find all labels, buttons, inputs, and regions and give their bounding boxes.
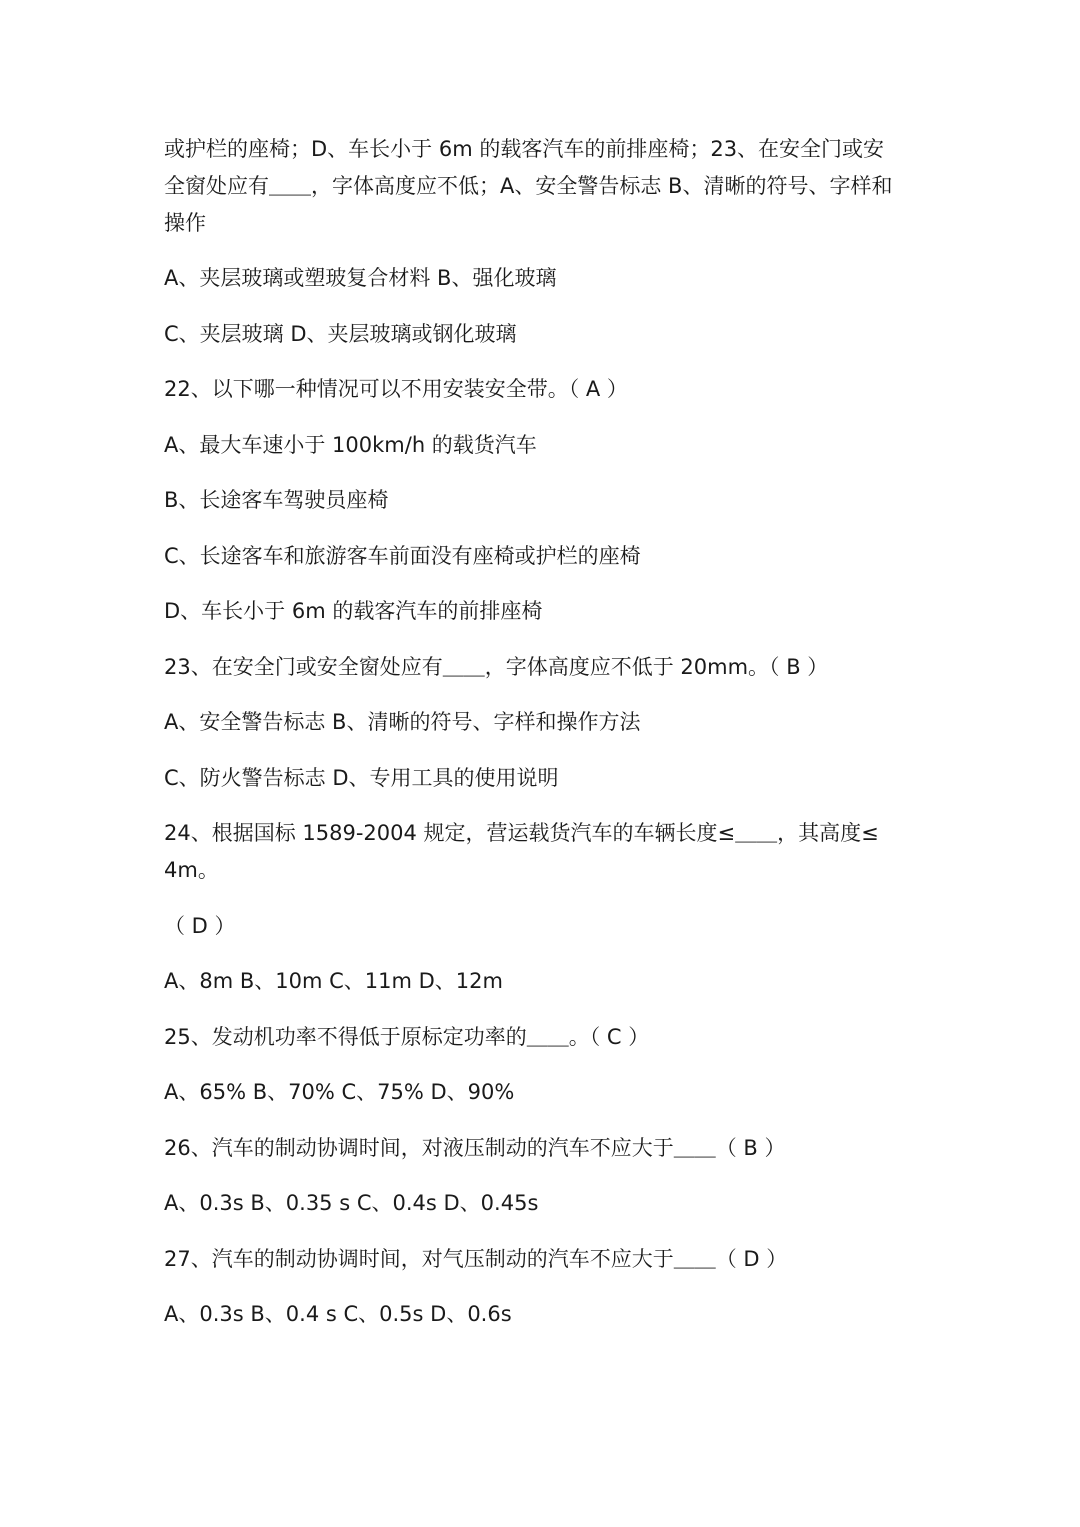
question-26: 26、汽车的制动协调时间，对液压制动的汽车不应大于＿＿（ B ）: [164, 1135, 786, 1160]
option-line: A、65% B、70% C、75% D、90%: [164, 1080, 515, 1104]
option-line: A、0.3s B、0.4 s C、0.5s D、0.6s: [164, 1302, 512, 1326]
answer-line: （ D ）: [164, 913, 236, 938]
option-line: B、长途客车驾驶员座椅: [164, 488, 389, 512]
document-body: [164, 131, 924, 1352]
option-line: A、夹层玻璃或塑玻复合材料 B、强化玻璃: [164, 266, 557, 290]
question-25: 25、发动机功率不得低于原标定功率的＿＿。（ C ）: [164, 1024, 650, 1049]
option-line: C、长途客车和旅游客车前面没有座椅或护栏的座椅: [164, 543, 641, 568]
option-line: A、安全警告标志 B、清晰的符号、字样和操作方法: [164, 710, 641, 734]
question-22: 22、以下哪一种情况可以不用安装安全带。（ A ）: [164, 377, 628, 401]
question-23: 23、在安全门或安全窗处应有＿＿，字体高度应不低于 20mm。（ B ）: [164, 654, 829, 679]
option-line: A、0.3s B、0.35 s C、0.4s D、0.45s: [164, 1191, 539, 1215]
question-24: 24、根据国标 1589-2004 规定，营运载货汽车的车辆长度≤＿＿，其高度≤ 4m。: [164, 821, 879, 882]
option-line: C、夹层玻璃 D、夹层玻璃或钢化玻璃: [164, 321, 517, 346]
option-line: D、车长小于 6m 的载客汽车的前排座椅: [164, 599, 543, 623]
option-line: A、8m B、10m C、11m D、12m: [164, 969, 503, 993]
option-line: C、防火警告标志 D、专用工具的使用说明: [164, 765, 559, 790]
question-27: 27、汽车的制动协调时间，对气压制动的汽车不应大于＿＿（ D ）: [164, 1246, 788, 1271]
option-line: A、最大车速小于 100km/h 的载货汽车: [164, 432, 537, 457]
paragraph-continuation: 或护栏的座椅；D、车长小于 6m 的载客汽车的前排座椅；23、在安全门或安 全窗处应有＿＿，字体高度应不低；A、安全警告标志 B、清晰的符号、字样和 操作: [164, 137, 893, 235]
